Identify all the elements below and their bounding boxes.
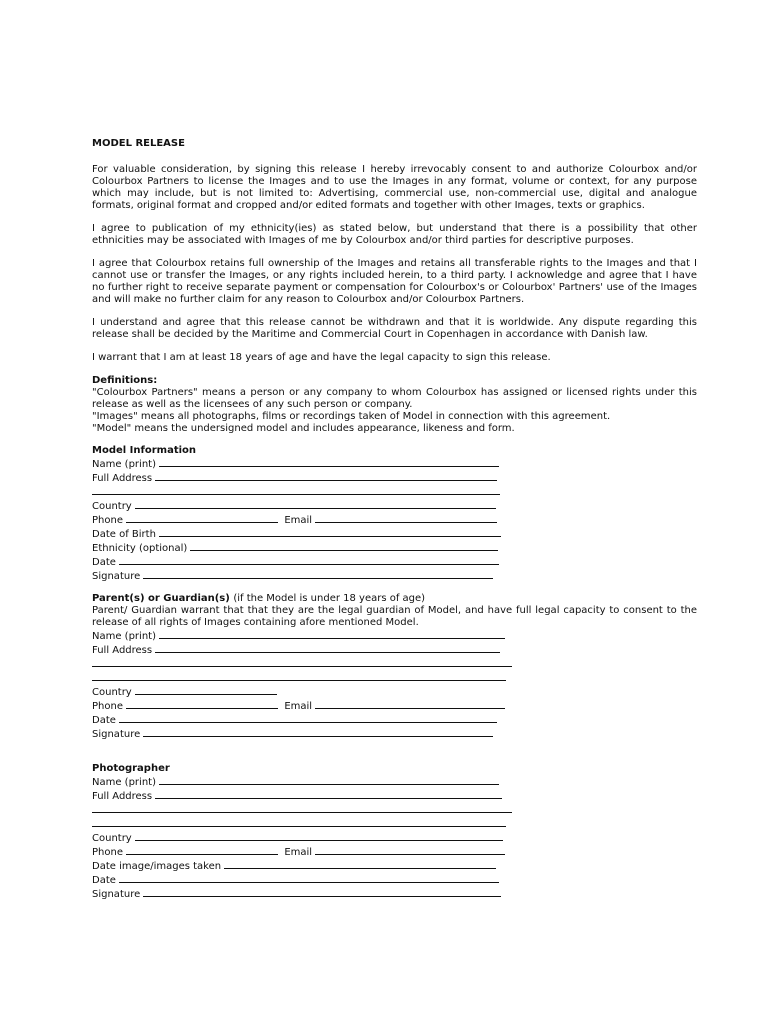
model-address-label: Full Address <box>92 473 153 484</box>
guardian-country-label: Country <box>92 687 132 698</box>
photographer-date-line[interactable] <box>119 873 499 883</box>
model-country-line[interactable] <box>135 499 496 509</box>
guardian-address-label: Full Address <box>92 645 153 656</box>
guardian-name-label: Name (print) <box>92 631 156 642</box>
guardian-signature-line[interactable] <box>143 727 493 737</box>
model-name-line[interactable] <box>159 457 499 467</box>
photographer-name-field[interactable] <box>92 775 697 789</box>
photographer-date-taken-field[interactable] <box>92 859 697 873</box>
photographer-address-label: Full Address <box>92 791 153 802</box>
model-date-label: Date <box>92 557 116 568</box>
guardian-phone-line[interactable] <box>126 699 278 709</box>
model-ethnicity-label: Ethnicity (optional) <box>92 543 188 554</box>
document-body <box>92 138 697 901</box>
photographer-country-field[interactable] <box>92 831 697 845</box>
model-ethnicity-field[interactable] <box>92 541 697 555</box>
photographer-address-line-2-blank[interactable] <box>92 803 512 813</box>
model-email-line[interactable] <box>315 513 497 523</box>
model-country-label: Country <box>92 501 132 512</box>
model-address-line-2-blank[interactable] <box>92 485 500 495</box>
guardian-address-field[interactable] <box>92 643 697 657</box>
model-dob-label: Date of Birth <box>92 529 156 540</box>
model-phone-label: Phone <box>92 515 123 526</box>
model-address-line-2[interactable] <box>92 485 697 499</box>
model-phone-line[interactable] <box>126 513 278 523</box>
guardian-date-line[interactable] <box>119 713 497 723</box>
paragraph-consent: For valuable consideration, by signing this release I hereby irrevocably consent to and authorize Colourbox and/or Colourbox Partners to license the Images and to use the Images in any format, volume or context, for any purpose which may include, but is not limited to: Advertising, commercial use, non-commercial use, digital and analogue formats, original format and cropped and/or edited formats and together with other Images, texts or graphics. <box>92 164 697 211</box>
photographer-email-line[interactable] <box>315 845 505 855</box>
model-signature-label: Signature <box>92 571 141 582</box>
guardian-email-label: Email <box>284 701 313 712</box>
paragraph-age-warranty: I warrant that I am at least 18 years of age and have the legal capacity to sign this release. <box>92 352 551 363</box>
model-country-field[interactable] <box>92 499 697 513</box>
guardian-heading <box>92 593 697 605</box>
model-name-label: Name (print) <box>92 459 156 470</box>
model-address-field[interactable] <box>92 471 697 485</box>
definitions-heading: Definitions: <box>92 375 158 386</box>
model-name-field[interactable] <box>92 457 697 471</box>
photographer-signature-field[interactable] <box>92 887 697 901</box>
guardian-country-field[interactable] <box>92 685 697 699</box>
model-date-line[interactable] <box>119 555 499 565</box>
photographer-address-field[interactable] <box>92 789 697 803</box>
photographer-section <box>92 763 697 901</box>
guardian-signature-label: Signature <box>92 729 141 740</box>
photographer-signature-line[interactable] <box>143 887 501 897</box>
guardian-address-line[interactable] <box>155 643 500 653</box>
model-signature-field[interactable] <box>92 569 697 583</box>
model-email-label: Email <box>284 515 313 526</box>
guardian-email-line[interactable] <box>315 699 505 709</box>
photographer-email-label: Email <box>284 847 313 858</box>
photographer-phone-email-field[interactable] <box>92 845 697 859</box>
guardian-address-line-3-blank[interactable] <box>92 671 506 681</box>
guardian-date-label: Date <box>92 715 116 726</box>
definitions-section <box>92 375 697 435</box>
model-information-section <box>92 445 697 583</box>
photographer-heading: Photographer <box>92 763 170 774</box>
photographer-phone-line[interactable] <box>126 845 278 855</box>
photographer-country-line[interactable] <box>135 831 503 841</box>
guardian-address-line-2[interactable] <box>92 657 697 671</box>
guardian-name-field[interactable] <box>92 629 697 643</box>
guardian-heading-text: Parent(s) or Guardian(s) <box>92 593 230 604</box>
photographer-date-label: Date <box>92 875 116 886</box>
definition-colourbox-partners: "Colourbox Partners" means a person or any company to whom Colourbox has assigned or licensed rights under this release as well as the licensees of any such person or company. <box>92 387 697 410</box>
guardian-phone-email-field[interactable] <box>92 699 697 713</box>
guardian-address-line-2-blank[interactable] <box>92 657 512 667</box>
definition-images: "Images" means all photographs, films or recordings taken of Model in connection with this agreement. <box>92 411 611 422</box>
photographer-phone-label: Phone <box>92 847 123 858</box>
photographer-name-line[interactable] <box>159 775 499 785</box>
guardian-statement: Parent/ Guardian warrant that that they are the legal guardian of Model, and have full legal capacity to consent to the release of all rights of Images containing afore mentioned Model. <box>92 605 697 628</box>
photographer-signature-label: Signature <box>92 889 141 900</box>
guardian-phone-label: Phone <box>92 701 123 712</box>
photographer-address-line[interactable] <box>155 789 502 799</box>
photographer-date-taken-line[interactable] <box>224 859 496 869</box>
model-signature-line[interactable] <box>143 569 493 579</box>
paragraph-ethnicity: I agree to publication of my ethnicity(ies) as stated below, but understand that there is a possibility that other ethnicities may be associated with Images of me by Colourbox and/or third parties for descriptive purposes. <box>92 223 697 246</box>
definition-model: "Model" means the undersigned model and includes appearance, likeness and form. <box>92 423 515 434</box>
model-dob-line[interactable] <box>159 527 501 537</box>
photographer-address-line-2[interactable] <box>92 803 697 817</box>
document-title: MODEL RELEASE <box>92 138 185 149</box>
paragraph-ownership: I agree that Colourbox retains full ownership of the Images and retains all transferable rights to the Images and that I cannot use or transfer the Images, or any rights included herein, to a third party. I acknowledge and agree that I have no further right to receive separate payment or compensation for Colourbox's or Colourbox' Partners' use of the Images and will make no further claim for any reason to Colourbox and/or Colourbox Partners. <box>92 258 697 305</box>
guardian-heading-note: (if the Model is under 18 years of age) <box>233 593 426 604</box>
model-phone-email-field[interactable] <box>92 513 697 527</box>
model-date-field[interactable] <box>92 555 697 569</box>
photographer-address-line-3-blank[interactable] <box>92 817 506 827</box>
photographer-date-taken-label: Date image/images taken <box>92 861 222 872</box>
photographer-address-line-3[interactable] <box>92 817 697 831</box>
guardian-address-line-3[interactable] <box>92 671 697 685</box>
guardian-signature-field[interactable] <box>92 727 697 741</box>
photographer-date-field[interactable] <box>92 873 697 887</box>
paragraph-jurisdiction: I understand and agree that this release cannot be withdrawn and that it is worldwide. Any dispute regarding this release shall be decided by the Maritime and Commercial Court in Copenhagen in accordance with Danish law. <box>92 317 697 340</box>
guardian-section <box>92 593 697 741</box>
section-spacer <box>92 741 697 753</box>
photographer-name-label: Name (print) <box>92 777 156 788</box>
model-information-heading: Model Information <box>92 445 197 456</box>
model-ethnicity-line[interactable] <box>190 541 498 551</box>
guardian-country-line[interactable] <box>135 685 277 695</box>
model-dob-field[interactable] <box>92 527 697 541</box>
model-address-line[interactable] <box>155 471 497 481</box>
guardian-name-line[interactable] <box>159 629 505 639</box>
guardian-date-field[interactable] <box>92 713 697 727</box>
photographer-country-label: Country <box>92 833 132 844</box>
